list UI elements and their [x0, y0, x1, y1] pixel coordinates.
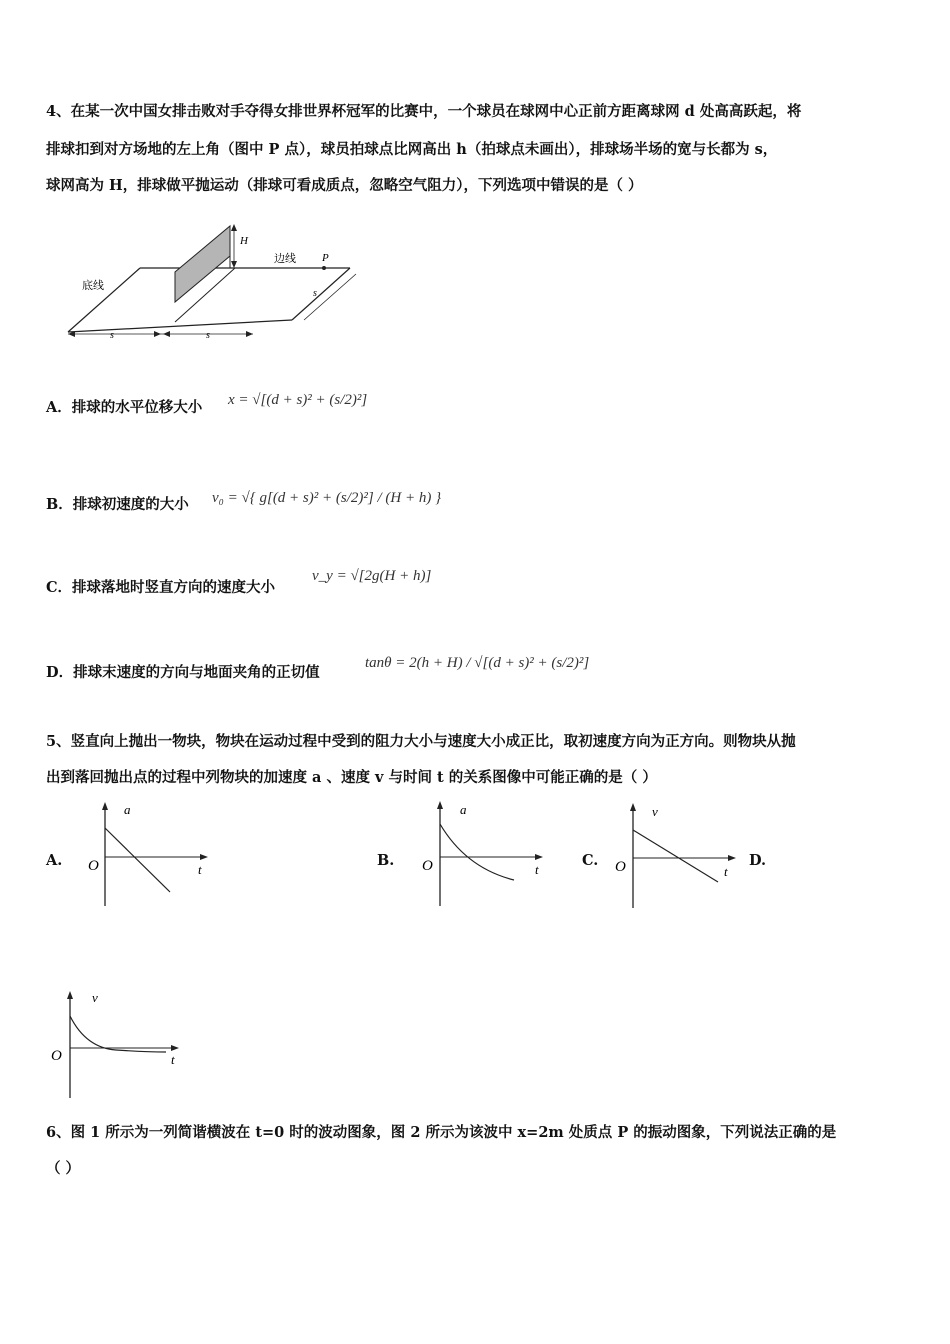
curve-line	[105, 828, 170, 892]
y-label: v	[92, 990, 98, 1005]
y-label: v	[652, 804, 658, 819]
label-s-right: s	[206, 330, 210, 341]
arrow-right-icon	[728, 855, 736, 861]
arrow-right-icon	[200, 854, 208, 860]
y-label: a	[460, 802, 467, 817]
origin-label: O	[422, 858, 433, 874]
label-s-left: s	[110, 330, 114, 341]
arrow-up-icon	[102, 802, 108, 810]
q5-option-b: B.	[377, 852, 395, 869]
q4-line1: 4、在某一次中国女排击败对手夺得女排世界杯冠军的比赛中，一个球员在球网中心正前方距离球网 d 处高高跃起，将	[46, 103, 802, 120]
net	[175, 226, 230, 302]
q5-option-a: A.	[46, 852, 63, 869]
arrow-up-icon	[630, 803, 636, 811]
q4-option-b-label: B．排球初速度的大小	[46, 496, 189, 513]
q5-graph-c	[610, 800, 745, 910]
q4-option-d-formula: tanθ = 2(h + H) / √[(d + s)² + (s/2)²]	[365, 655, 590, 671]
arrow-down-icon	[231, 261, 237, 268]
q6-line1: 6、图 1 所示为一列简谐横波在 t=0 时的波动图象，图 2 所示为该波中 x=2m 处质点 P 的振动图象，下列说法正确的是	[46, 1124, 837, 1141]
q5-graph-a	[80, 800, 215, 910]
q5-option-d: D.	[749, 852, 767, 869]
origin-label: O	[615, 859, 626, 875]
curve-line	[70, 1016, 166, 1052]
point-p	[322, 266, 326, 270]
q6-line2: （ ）	[46, 1160, 81, 1177]
arrow-right-icon	[171, 1045, 179, 1051]
x-label: t	[171, 1052, 175, 1067]
arrow-up-icon	[67, 991, 73, 999]
label-P: P	[322, 252, 329, 264]
arrow-up-icon	[437, 801, 443, 809]
arrow-right-icon	[535, 854, 543, 860]
court-right-baseline	[292, 268, 350, 320]
arrow-right-icon	[246, 331, 253, 337]
q4-option-d-label: D．排球末速度的方向与地面夹角的正切值	[46, 664, 320, 681]
arrow-up-icon	[231, 224, 237, 231]
q4-option-c-label: C．排球落地时竖直方向的速度大小	[46, 579, 276, 596]
q5-line1: 5、竖直向上抛出一物块，物块在运动过程中受到的阻力大小与速度大小成正比，取初速度方向为正方向。则物块从抛	[46, 733, 796, 750]
x-label: t	[535, 862, 539, 877]
label-s-side: s	[313, 288, 317, 299]
q5-graph-b	[416, 798, 551, 910]
q5-option-c: C.	[582, 852, 599, 869]
s-side-dimension	[304, 274, 356, 320]
label-H: H	[240, 235, 248, 247]
arrow-left-icon	[163, 331, 170, 337]
arrow-right-icon	[154, 331, 161, 337]
q4-line3: 球网高为 H，排球做平抛运动（排球可看成质点，忽略空气阻力），下列选项中错误的是（ ）	[46, 177, 643, 194]
q4-option-a-formula: x = √[(d + s)² + (s/2)²]	[228, 392, 368, 408]
q4-line2: 排球扣到对方场地的左上角（图中 P 点），球员拍球点比网高出 h（拍球点未画出），排球场半场的宽与长都为 s，	[46, 141, 778, 158]
q4-option-c-formula: v_y = √[2g(H + h)]	[312, 568, 432, 584]
label-baseline: 底线	[82, 280, 104, 292]
court-left-baseline	[68, 268, 140, 332]
volleyball-court-figure	[60, 222, 360, 342]
x-label: t	[724, 864, 728, 879]
q5-graph-d	[48, 988, 188, 1100]
q4-option-a-label: A．排球的水平位移大小	[46, 399, 203, 416]
q4-option-b-formula: v₀ = √{ g[(d + s)² + (s/2)²] / (H + h) }	[212, 490, 442, 506]
court-near-edge	[68, 320, 292, 332]
curve-line	[440, 824, 514, 880]
y-label: a	[124, 802, 131, 817]
curve-line	[633, 830, 718, 882]
q5-line2: 出到落回抛出点的过程中列物块的加速度 a 、速度 v 与时间 t 的关系图像中可能正确的是（ ）	[46, 769, 657, 786]
origin-label: O	[88, 858, 99, 874]
origin-label: O	[51, 1048, 62, 1064]
label-edge: 边线	[274, 253, 296, 265]
x-label: t	[198, 862, 202, 877]
